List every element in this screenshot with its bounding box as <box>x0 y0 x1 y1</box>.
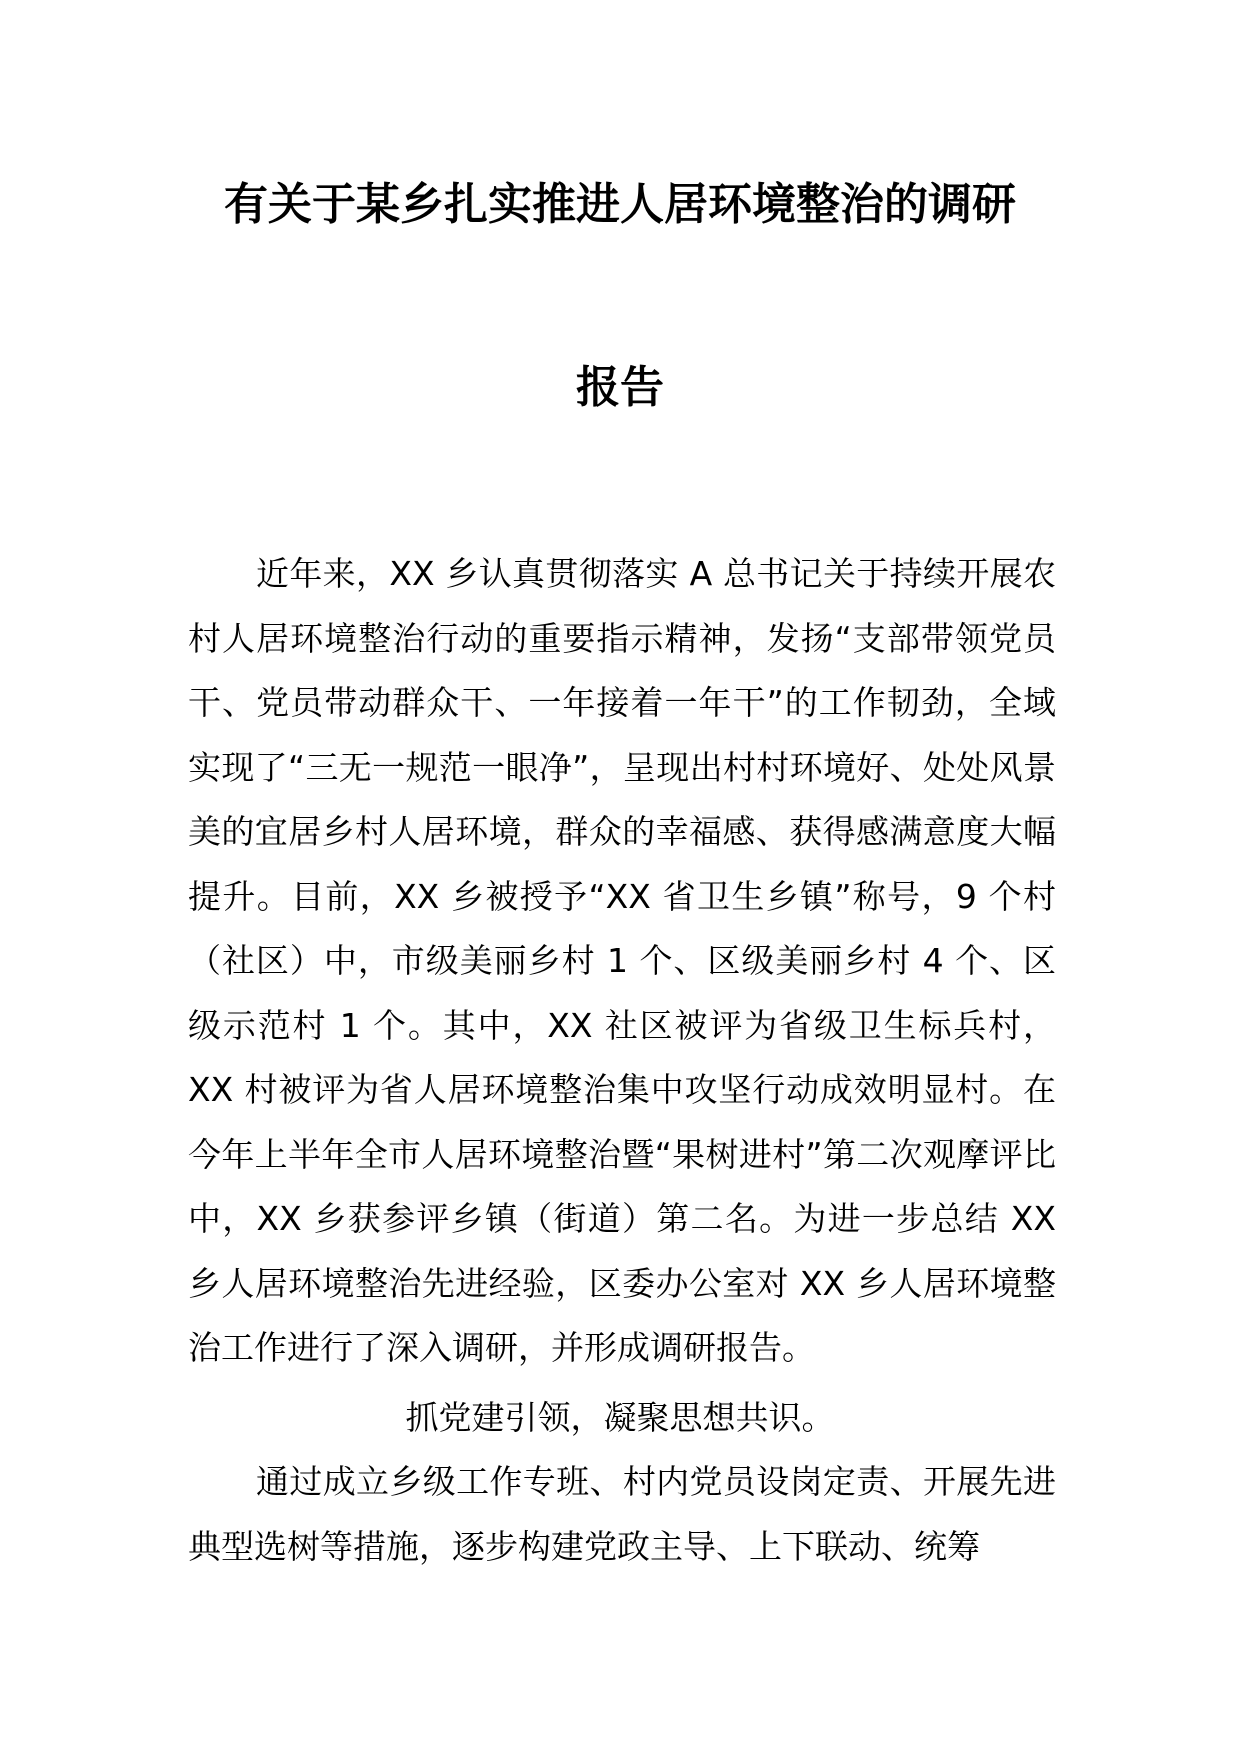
document-title-line-2: 报告 <box>576 362 664 413</box>
document-title-line-1: 有关于某乡扎实推进人居环境整治的调研 <box>224 179 1016 230</box>
section-heading: 抓党建引领，凝聚思想共识。 <box>405 1398 835 1437</box>
body-paragraph-section: 通过成立乡级工作专班、村内党员设岗定责、开展先进典型选树等措施，逐步构建党政主导、上下联动、统筹 <box>188 1462 1056 1566</box>
body-paragraph-intro: 近年来，XX 乡认真贯彻落实 A 总书记关于持续开展农村人居环境整治行动的重要指示精神，发扬“支部带领党员干、党员带动群众干、一年接着一年干”的工作韧劲，全域实现了“三无一规范一眼净”，呈现出村村环境好、处处风景美的宜居乡村人居环境，群众的幸福感、获得感满意度大幅提升。目前，XX 乡被授予“XX 省卫生乡镇”称号，9 个村（社区）中，市级美丽乡村 1 个、区级美丽乡村 4 个、区级示范村 1 个。其中，XX 社区被评为省级卫生标兵村，XX 村被评为省人居环境整治集中攻坚行动成效明显村。在今年上半年全市人居环境整治暨“果树进村”第二次观摩评比中，XX 乡获参评乡镇（街道）第二名。为进一步总结 XX 乡人居环境整治先进经验，区委办公室对 XX 乡人居环境整治工作进行了深入调研，并形成调研报告。 <box>188 554 1056 1367</box>
